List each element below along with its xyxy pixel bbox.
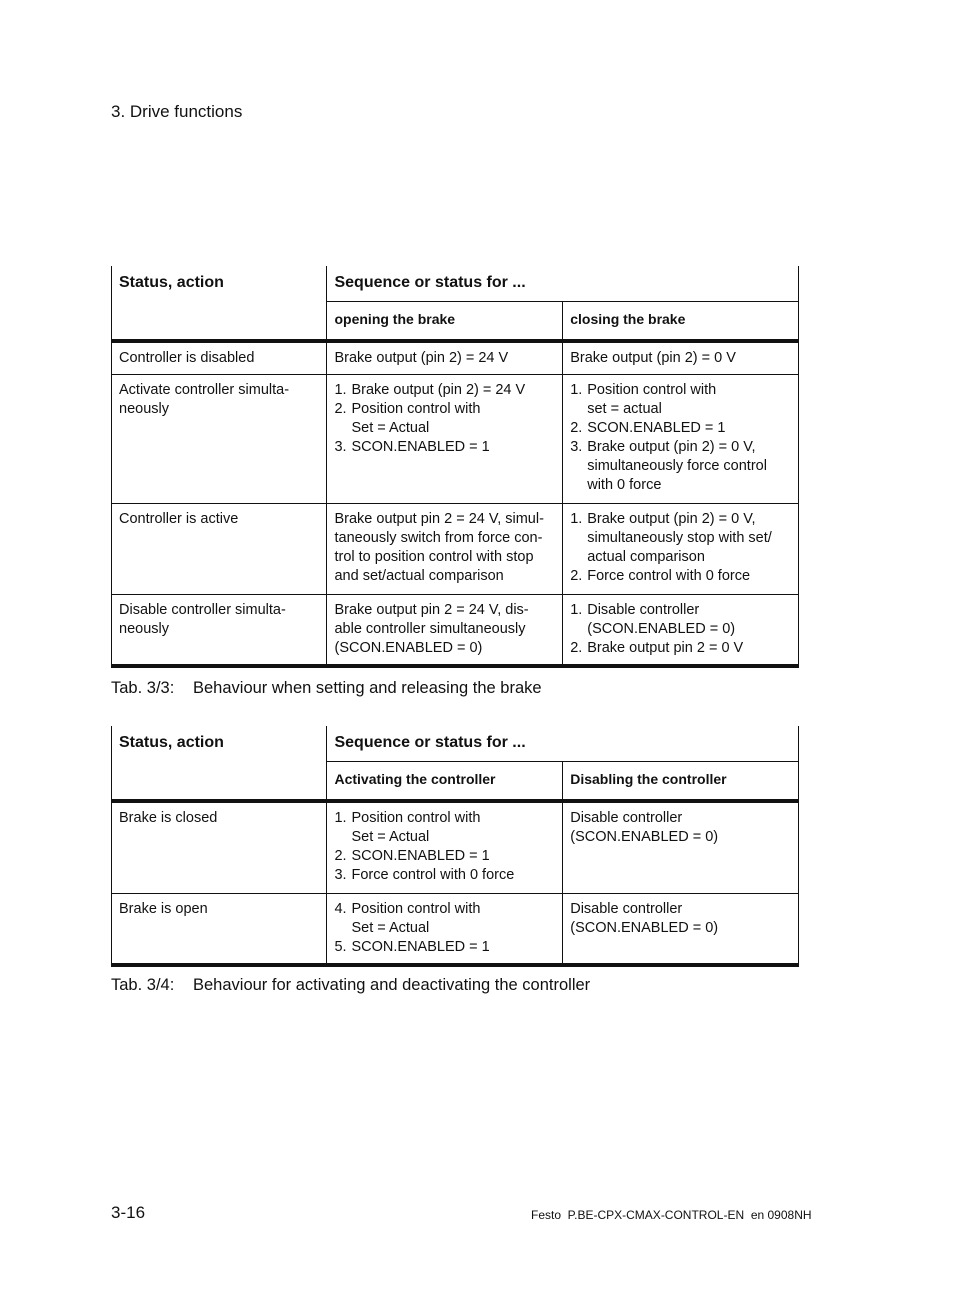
list-item: 1. Position control with Set = Actual xyxy=(334,810,481,845)
list-item: 2. Force control with 0 force xyxy=(570,568,751,584)
list-item: 3. Force control with 0 force xyxy=(334,867,515,883)
cell-text: Disable controller (SCON.ENABLED = 0) xyxy=(570,900,719,936)
step-list xyxy=(570,601,791,658)
opening-cell xyxy=(327,375,563,504)
table-header-sequence: Sequence or status for ... xyxy=(327,726,799,762)
caption-text: Behaviour for activating and deactivating the controller xyxy=(193,976,591,994)
caption-text: Behaviour when setting and releasing the brake xyxy=(193,679,542,697)
subheader-disabling: Disabling the controller xyxy=(563,762,799,802)
activating-cell xyxy=(327,893,563,965)
step-list xyxy=(570,510,791,586)
status-cell: Controller is active xyxy=(112,504,327,595)
table-header-status: Status, action xyxy=(112,266,327,341)
opening-cell: Brake output (pin 2) = 24 V xyxy=(327,341,563,375)
disabling-cell xyxy=(563,801,799,893)
chapter-heading: 3. Drive functions xyxy=(111,102,243,121)
list-item: 3. Brake output (pin 2) = 0 V, simultaneously force control with 0 force xyxy=(570,439,767,493)
controller-behaviour-table xyxy=(111,726,799,967)
status-cell xyxy=(112,375,327,504)
list-item: 4. Position control with Set = Actual xyxy=(334,900,481,936)
list-item: 5. SCON.ENABLED = 1 xyxy=(334,938,490,955)
opening-cell xyxy=(327,595,563,667)
table-header-sequence: Sequence or status for ... xyxy=(327,266,799,302)
status-text: Disable controller simulta- neously xyxy=(119,602,286,637)
status-cell xyxy=(112,595,327,667)
subheader-activating: Activating the controller xyxy=(327,762,563,802)
step-list xyxy=(570,381,791,495)
status-text: Activate controller simulta- neously xyxy=(119,382,290,417)
step-list xyxy=(334,900,555,957)
table-row xyxy=(112,375,799,504)
cell-text: Brake output pin 2 = 24 V, simul- taneously switch from force con- trol to position control with stop and set/actual comparison xyxy=(334,511,544,584)
cell-text: Brake output pin 2 = 24 V, dis- able controller simultaneously (SCON.ENABLED = 0) xyxy=(334,602,529,656)
table-row xyxy=(112,341,799,375)
document-reference: Festo P.BE-CPX-CMAX-CONTROL-EN en 0908NH xyxy=(531,1208,812,1222)
table-header-status: Status, action xyxy=(112,726,327,801)
list-item: 1. Brake output (pin 2) = 24 V xyxy=(334,382,526,398)
list-item: 2. Position control with Set = Actual xyxy=(334,401,481,436)
table-row xyxy=(112,801,799,893)
table-row xyxy=(112,893,799,965)
closing-cell xyxy=(563,375,799,504)
closing-cell xyxy=(563,595,799,667)
list-item: 1. Brake output (pin 2) = 0 V, simultaneously stop with set/ actual comparison xyxy=(570,511,772,565)
opening-cell xyxy=(327,504,563,595)
caption-label: Tab. 3/4: xyxy=(111,976,175,994)
table-caption xyxy=(111,976,590,995)
list-item: 2. SCON.ENABLED = 1 xyxy=(570,420,726,436)
step-list xyxy=(334,381,555,457)
subheader-opening: opening the brake xyxy=(327,302,563,342)
activating-cell xyxy=(327,801,563,893)
step-list xyxy=(334,809,555,885)
table-row xyxy=(112,595,799,667)
closing-cell: Brake output (pin 2) = 0 V xyxy=(563,341,799,375)
subheader-closing: closing the brake xyxy=(563,302,799,342)
list-item: 3. SCON.ENABLED = 1 xyxy=(334,439,490,455)
list-item: 2. SCON.ENABLED = 1 xyxy=(334,848,490,864)
list-item: 1. Position control with set = actual xyxy=(570,382,717,417)
caption-label: Tab. 3/3: xyxy=(111,679,175,697)
page-number: 3-16 xyxy=(111,1203,146,1222)
disabling-cell xyxy=(563,893,799,965)
list-item: 1. Disable controller (SCON.ENABLED = 0) xyxy=(570,602,736,637)
status-cell: Brake is closed xyxy=(112,801,327,893)
status-cell: Brake is open xyxy=(112,893,327,965)
table-caption xyxy=(111,679,542,698)
closing-cell xyxy=(563,504,799,595)
brake-behaviour-table xyxy=(111,266,799,668)
cell-text: Disable controller (SCON.ENABLED = 0) xyxy=(570,810,719,845)
status-cell: Controller is disabled xyxy=(112,341,327,375)
table-row xyxy=(112,504,799,595)
list-item: 2. Brake output pin 2 = 0 V xyxy=(570,640,744,656)
